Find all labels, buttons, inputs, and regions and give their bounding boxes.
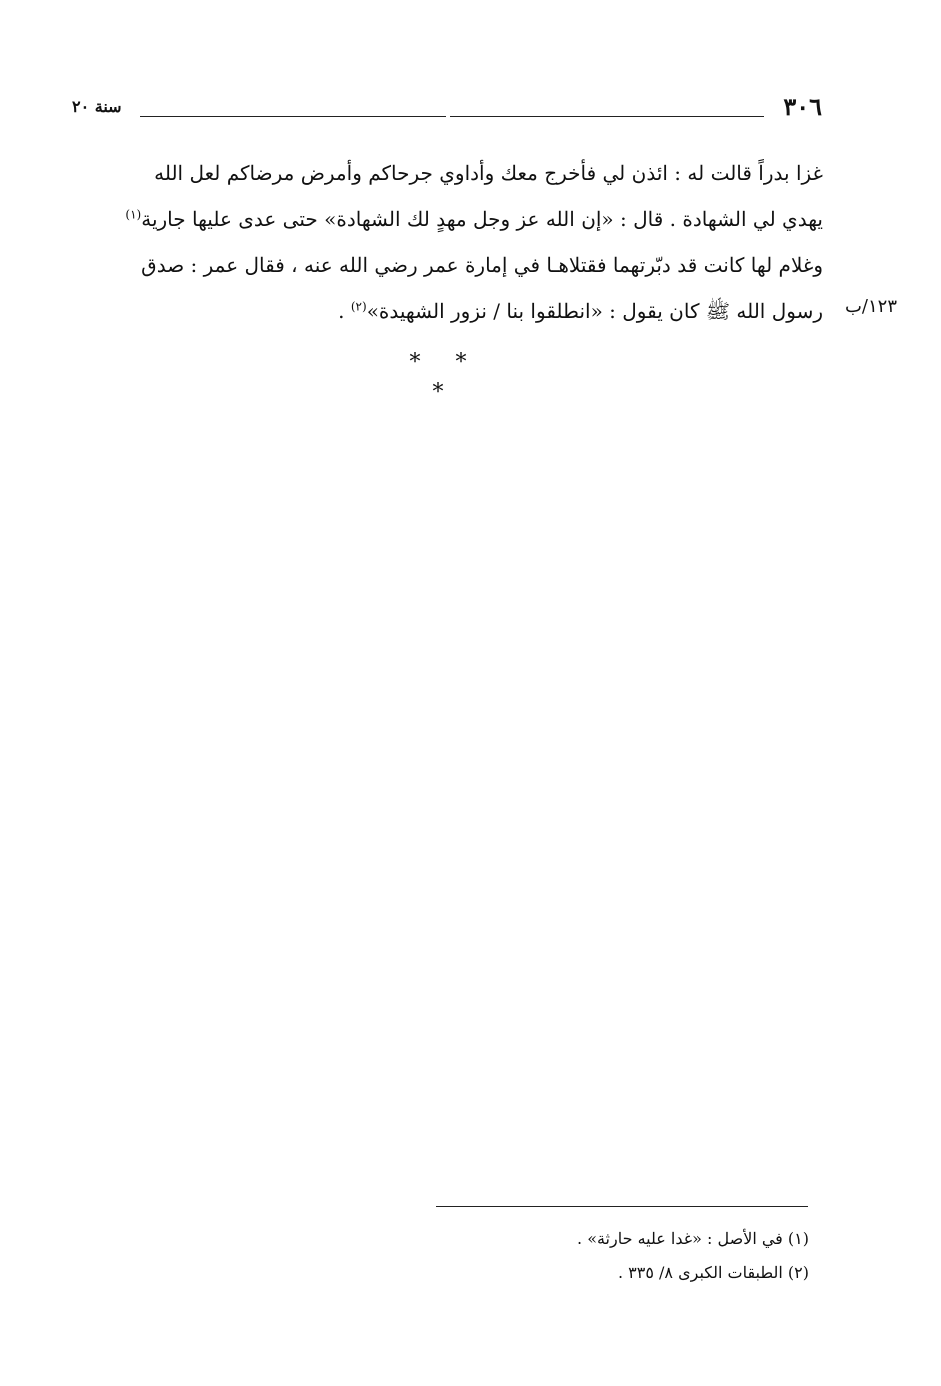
footnotes <box>449 1222 809 1290</box>
margin-note: ١٢٣/ب <box>844 296 897 317</box>
page-number: ٣٠٦ <box>783 92 822 121</box>
running-title: سنة ٢٠ <box>72 97 122 116</box>
text-line-content: غزا بدراً قالت له : ائذن لي فأخرج معك وأداوي جرحاكم وأمرض مرضاكم لعل الله <box>154 161 823 185</box>
footnote-rule <box>436 1206 808 1207</box>
text-line <box>73 242 823 288</box>
text-line-content: يهدي لي الشهادة . قال : «إن الله عز وجل مهدٍ لك الشهادة» حتى عدى عليها جارية <box>141 207 823 231</box>
footnote: (١) في الأصل : «غدا عليه حارثة» . <box>577 1229 809 1248</box>
sentence-end: . <box>338 299 351 323</box>
section-separator: * * * <box>409 350 481 405</box>
page-header <box>72 92 822 124</box>
footnote-ref: (١) <box>125 207 142 222</box>
header-rule <box>140 116 764 117</box>
text-line <box>73 288 823 334</box>
text-line <box>73 150 823 196</box>
footnote-ref: (٢) <box>350 299 367 314</box>
main-text <box>73 150 823 334</box>
text-line-content: رسول الله ﷺ كان يقول : «انطلقوا بنا / نزور الشهيدة» <box>366 299 823 323</box>
header-rule-gap <box>446 110 450 120</box>
footnote: (٢) الطبقات الكبرى ٨/ ٣٣٥ . <box>617 1263 809 1282</box>
text-line <box>73 196 823 242</box>
text-line-content: وغلام لها كانت قد دبّرتهما فقتلاهـا في إمارة عمر رضي الله عنه ، فقال عمر : صدق <box>141 253 823 277</box>
